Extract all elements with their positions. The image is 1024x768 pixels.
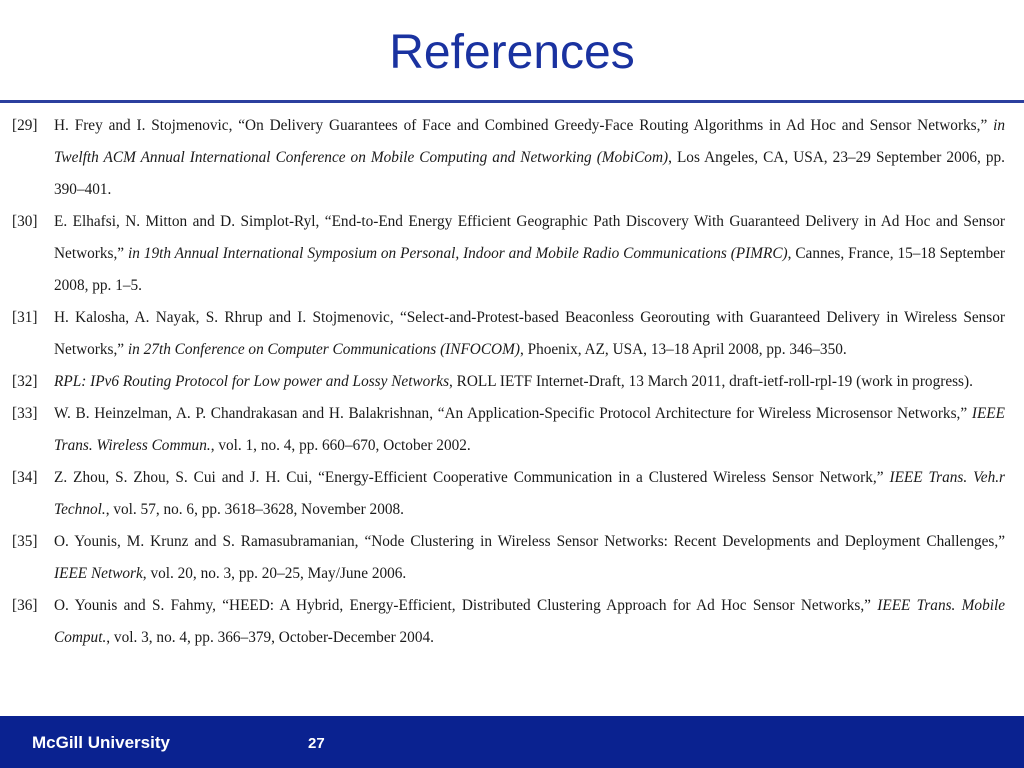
reference-list [12,110,1005,654]
reference-number: [35] [12,533,38,550]
reference-venue: IEEE Trans. Mobile Comput. [54,597,1006,646]
reference-29 [12,110,1005,206]
reference-31 [12,302,1005,366]
reference-details: , vol. 20, no. 3, pp. 20–25, May/June 2006. [142,565,407,582]
reference-number: [31] [12,309,38,326]
reference-details: , vol. 1, no. 4, pp. 660–670, October 2002. [210,437,471,454]
reference-33 [12,398,1005,462]
reference-venue: in Twelfth ACM Annual International Conference on Mobile Computing and Networking (MobiCom) [54,117,1005,166]
reference-text [54,462,1005,526]
reference-venue: in 27th Conference on Computer Communications (INFOCOM) [127,341,520,358]
slide-title: References [389,26,635,79]
reference-number: [36] [12,597,38,614]
reference-authors-title: O. Younis and S. Fahmy, “HEED: A Hybrid, Energy-Efficient, Distributed Clustering Approach for Ad Hoc Sensor Networks,” [54,597,878,614]
reference-number: [29] [12,117,38,134]
reference-venue: IEEE Trans. Wireless Commun. [54,405,1005,454]
footer-organization: McGill University [32,733,170,752]
reference-number: [32] [12,373,38,390]
reference-text [54,110,1005,206]
reference-venue: IEEE Trans. Veh.r Technol. [54,469,1005,518]
reference-venue: RPL: IPv6 Routing Protocol for Low power and Lossy Networks [54,373,450,390]
reference-34 [12,462,1005,526]
reference-30 [12,206,1005,302]
reference-text [54,398,1005,462]
reference-authors-title: H. Kalosha, A. Nayak, S. Rhrup and I. Stojmenovic, “Select-and-Protest-based Beaconless Georouting with Guaranteed Delivery in Wireless Sensor Networks,” [54,309,1005,358]
reference-authors-title: W. B. Heinzelman, A. P. Chandrakasan and H. Balakrishnan, “An Application-Specific Protocol Architecture for Wireless Microsensor Networks,” [54,405,972,422]
reference-36 [12,590,1005,654]
reference-details: , Phoenix, AZ, USA, 13–18 April 2008, pp. 346–350. [519,341,847,358]
reference-text [54,590,1005,654]
reference-details: , vol. 57, no. 6, pp. 3618–3628, November 2008. [105,501,404,518]
reference-authors-title: Z. Zhou, S. Zhou, S. Cui and J. H. Cui, “Energy-Efficient Cooperative Communication in a Clustered Wireless Sensor Network,” [54,469,890,486]
reference-authors-title: O. Younis, M. Krunz and S. Ramasubramanian, “Node Clustering in Wireless Sensor Networks: Recent Developments and Deployment Challenges,” [54,533,1005,550]
reference-35 [12,526,1005,590]
reference-details: , Cannes, France, 15–18 September 2008, pp. 1–5. [54,245,1006,294]
slide-footer [0,716,1024,768]
reference-text [54,526,1005,590]
reference-venue: IEEE Network [54,565,143,582]
reference-number: [33] [12,405,38,422]
title-divider [0,100,1024,103]
reference-details: , vol. 3, no. 4, pp. 366–379, October-December 2004. [106,629,434,646]
page-number: 27 [308,735,325,752]
reference-details: , ROLL IETF Internet-Draft, 13 March 2011, draft-ietf-roll-rpl-19 (work in progress). [449,373,973,390]
reference-number: [30] [12,213,38,230]
reference-venue: in 19th Annual International Symposium on Personal, Indoor and Mobile Radio Communications (PIMRC) [128,245,788,262]
reference-text [54,206,1005,302]
reference-details: , Los Angeles, CA, USA, 23–29 September 2006, pp. 390–401. [54,149,1005,198]
reference-text [54,302,1005,366]
reference-text [54,366,1005,398]
reference-number: [34] [12,469,38,486]
reference-authors-title: E. Elhafsi, N. Mitton and D. Simplot-Ryl, “End-to-End Energy Efficient Geographic Path Discovery With Guaranteed Delivery in Ad Hoc and Sensor Networks,” [54,213,1005,262]
reference-authors-title: H. Frey and I. Stojmenovic, “On Delivery Guarantees of Face and Combined Greedy-Face Routing Algorithms in Ad Hoc and Sensor Networks,” [54,117,994,134]
reference-32 [12,366,1005,398]
